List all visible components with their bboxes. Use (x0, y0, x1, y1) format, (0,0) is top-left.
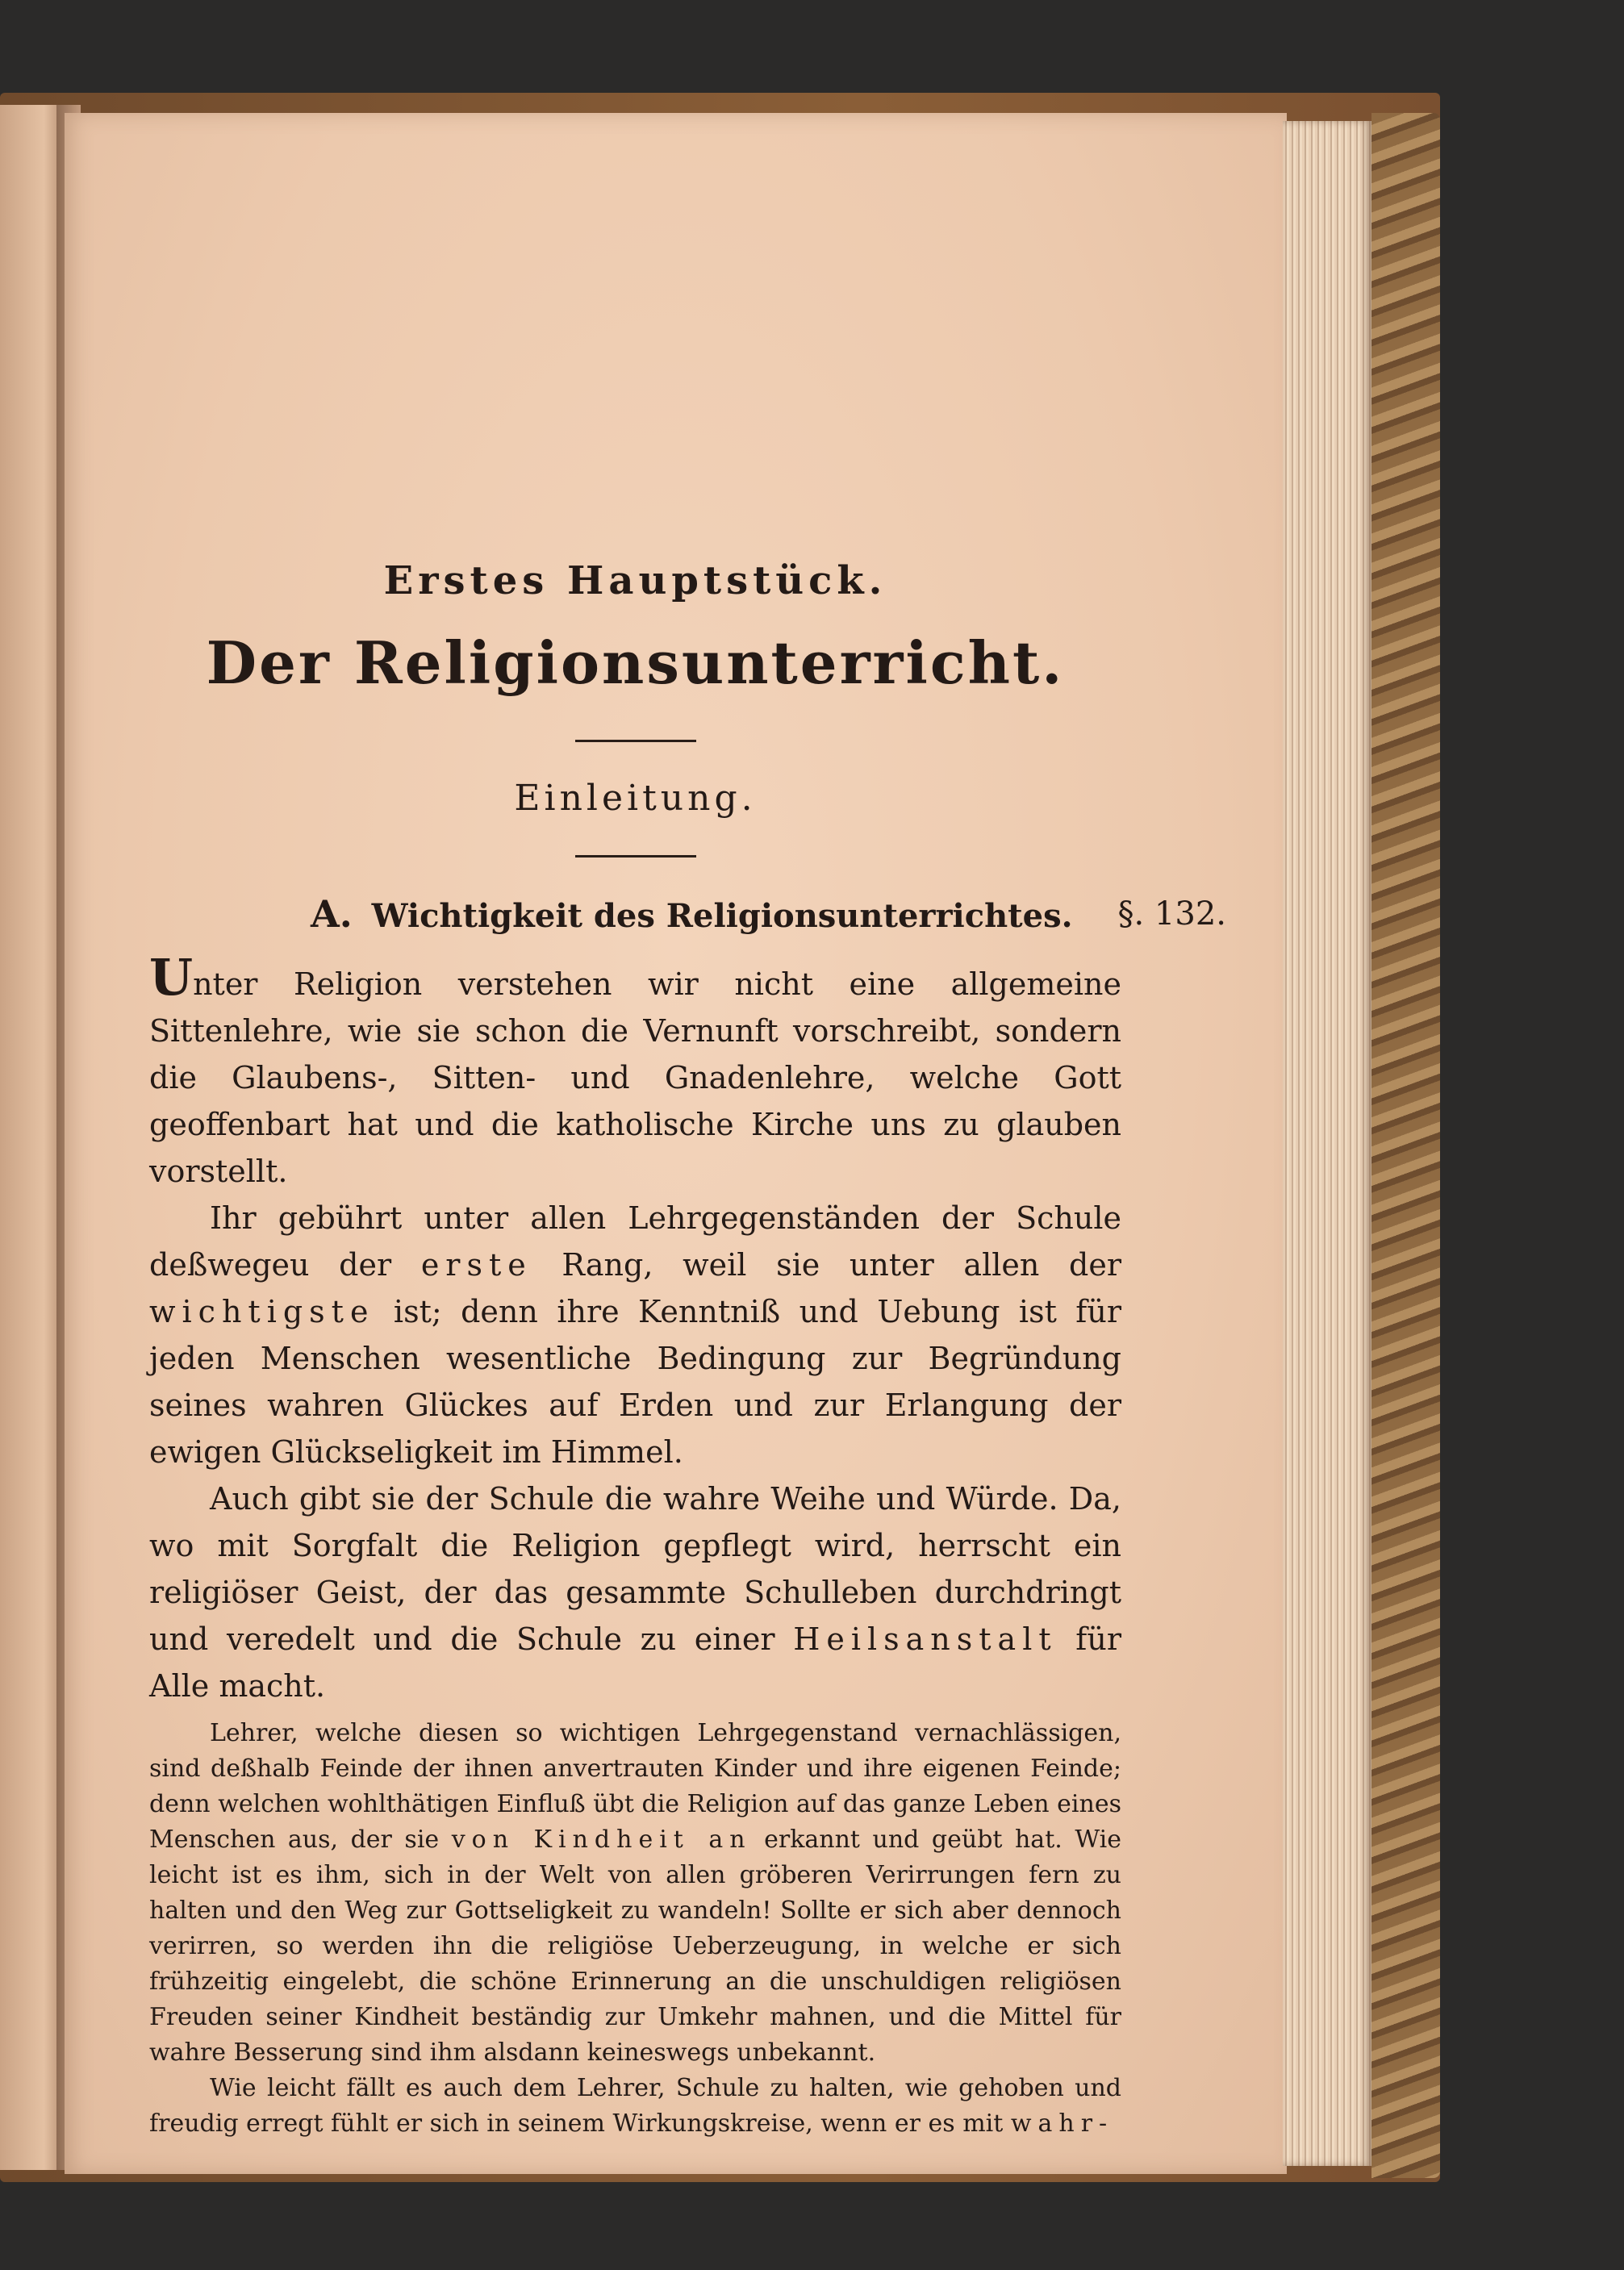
small-print-text (149, 1716, 1121, 2142)
spaced-emphasis: erste (420, 1247, 532, 1283)
paragraph (149, 1716, 1121, 2071)
paragraph-text: Wie leicht fällt es auch dem Lehrer, Schule zu halten, wie gehoben und freudig erregt fühlt er sich in seinem Wirkungskreise, wenn er es mit (149, 2074, 1121, 2138)
divider-rule (575, 855, 696, 858)
paragraph-text: erkannt und geübt hat. Wie leicht ist es ihm, sich in der Welt von allen gröberen Verirrungen fern zu halten und den Weg zur Gottseligkeit zu wandeln! Sollte er sich aber dennoch verirren, so werden ihn die religiöse Ueberzeugung, in welche er sich frühzeitig eingelebt, die schöne Erinnerung an die unschuldigen religiösen Freuden seiner Kindheit beständig zur Umkehr mahnen, und die Mittel für wahre Besserung sind ihm alsdann keineswegs unbekannt. (149, 1826, 1121, 2067)
page-edges (1283, 121, 1371, 2166)
chapter-kicker: Erstes Hauptstück. (383, 558, 887, 603)
paragraph (149, 1475, 1121, 1709)
paragraph-number: §. 132. (1117, 895, 1226, 933)
paragraph-text: Rang, weil sie unter allen der (532, 1247, 1121, 1283)
spaced-emphasis: Heilsanstalt (793, 1621, 1058, 1657)
paragraph (149, 2071, 1121, 2142)
section-heading (149, 890, 1226, 938)
spaced-emphasis: wahr- (1010, 2109, 1114, 2138)
paragraph (149, 948, 1121, 1195)
section-title: Wichtigkeit des Religionsunterrichtes. (371, 897, 1073, 935)
section-title-wrap (311, 890, 1073, 941)
spaced-emphasis: von Kindheit an (451, 1826, 752, 1854)
section-subtitle: Einleitung. (514, 778, 757, 819)
drop-cap: U (149, 948, 194, 1007)
chapter-title: Der Religionsunterricht. (206, 628, 1065, 697)
body-text (149, 948, 1121, 1709)
paragraph-text: nter Religion verstehen wir nicht eine allgemeine Sittenlehre, wie sie schon die Vernunft vorschreibt, sondern die Glaubens-, Sitten- und Gnadenlehre, welche Gott geoffenbart hat und die katholische Kirche uns zu glauben vorstellt. (149, 966, 1121, 1189)
paragraph (149, 1195, 1121, 1475)
page-content (149, 549, 1226, 2142)
left-page-edge (0, 105, 63, 2170)
paragraph-text: ist; denn ihre Kenntniß und Uebung ist für jeden Menschen wesentliche Bedingung zur Begründung seines wahren Glückes auf Erden und zur Erlangung der ewigen Glückseligkeit im Himmel. (149, 1294, 1121, 1470)
book-spine (1371, 113, 1440, 2178)
paragraph-text: für Alle macht. (149, 1621, 1121, 1704)
paragraph-text: Ihr gebührt unter allen Lehrgegenständen der Schule deßwegeu der (149, 1200, 1121, 1283)
divider-rule (575, 740, 696, 742)
paragraph-text: Auch gibt sie der Schule die wahre Weihe und Würde. Da, wo mit Sorgfalt die Religion gepflegt wird, herrscht ein religiöser Geist, der das gesammte Schulleben durchdringt und veredelt und die Schule zu einer (149, 1481, 1121, 1657)
paragraph-text: Lehrer, welche diesen so wichtigen Lehrgegenstand vernachlässigen, sind deßhalb Feinde der ihnen anvertrauten Kinder und ihre eigenen Feinde; denn welchen wohlthätigen Einfluß übt die Religion auf das ganze Leben eines Menschen aus, der sie (149, 1719, 1121, 1854)
section-letter: A. (311, 892, 353, 936)
spaced-emphasis: wichtigste (149, 1294, 375, 1329)
